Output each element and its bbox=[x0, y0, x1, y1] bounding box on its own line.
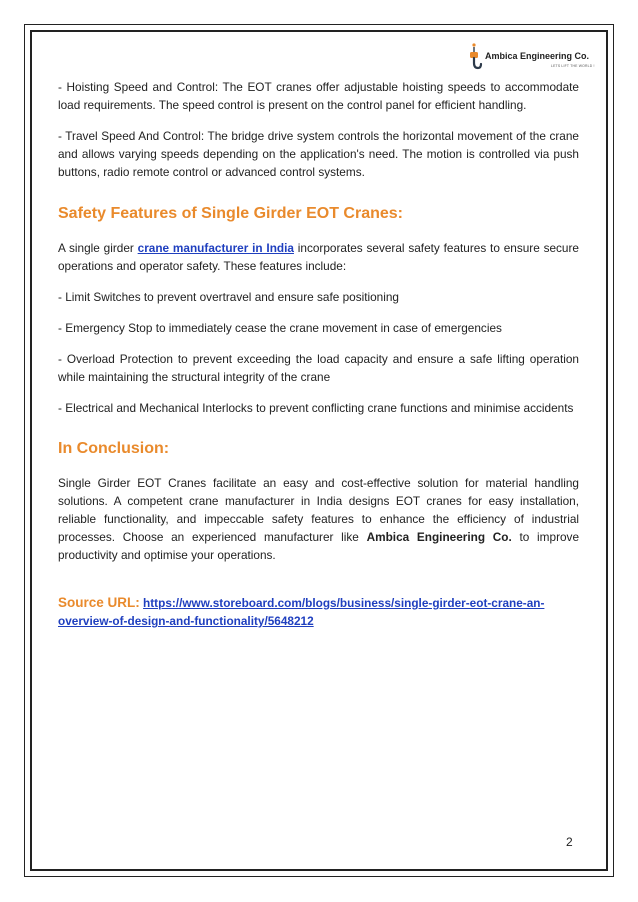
heading-safety: Safety Features of Single Girder EOT Cranes: bbox=[58, 205, 403, 222]
page-number: 2 bbox=[566, 835, 573, 849]
paragraph-conclusion bbox=[58, 474, 579, 564]
safety-item-interlocks: - Electrical and Mechanical Interlocks to prevent conflicting crane functions and minimise accidents bbox=[58, 401, 574, 415]
safety-intro-before: A single girder bbox=[58, 241, 138, 255]
paragraph-travel: - Travel Speed And Control: The bridge drive system controls the horizontal movement of the crane and allows varying speeds depending on the application's need. The motion is controlled via push buttons, radio remote control or advanced control systems. bbox=[58, 129, 579, 179]
safety-item-overload-protection: - Overload Protection to prevent exceeding the load capacity and ensure a safe lifting operation while maintaining the structural integrity of the crane bbox=[58, 352, 579, 384]
logo-name: Ambica Engineering Co. bbox=[485, 51, 590, 61]
crane-hook-icon bbox=[467, 42, 485, 72]
source-url-label: Source URL: bbox=[58, 595, 140, 610]
source-url-link[interactable]: https://www.storeboard.com/blogs/business/single-girder-eot-crane-an-overview-of-design-and-functionality/5648212 bbox=[58, 596, 545, 628]
safety-item-emergency-stop: - Emergency Stop to immediately cease the crane movement in case of emergencies bbox=[58, 321, 502, 335]
heading-conclusion: In Conclusion: bbox=[58, 440, 170, 457]
logo-tagline: LETS LIFT THE WORLD ! bbox=[551, 64, 595, 68]
crane-manufacturer-link[interactable]: crane manufacturer in India bbox=[137, 241, 294, 255]
safety-intro-after: incorporates several safety features to ensure secure operations and operator safety. These features include: bbox=[58, 241, 579, 273]
paragraph-safety-intro bbox=[58, 239, 579, 275]
company-name: Ambica Engineering Co. bbox=[366, 530, 512, 544]
company-logo bbox=[467, 40, 595, 74]
document-body bbox=[58, 78, 579, 630]
conclusion-text-before: Single Girder EOT Cranes facilitate an easy and cost-effective solution for material handling solutions. A competent crane manufacturer in India designs EOT cranes for easy installation, reliable functionality, and impeccable safety features to enhance the efficiency of industrial processes. Choose an experienced manufacturer like bbox=[58, 476, 579, 544]
conclusion-text-after: to improve productivity and optimise your operations. bbox=[58, 530, 580, 562]
paragraph-hoisting: - Hoisting Speed and Control: The EOT cranes offer adjustable hoisting speeds to accommodate load requirements. The speed control is present on the control panel for efficient handling. bbox=[58, 80, 579, 112]
safety-item-limit-switches: - Limit Switches to prevent overtravel and ensure safe positioning bbox=[58, 290, 399, 304]
source-url-block bbox=[58, 594, 579, 630]
